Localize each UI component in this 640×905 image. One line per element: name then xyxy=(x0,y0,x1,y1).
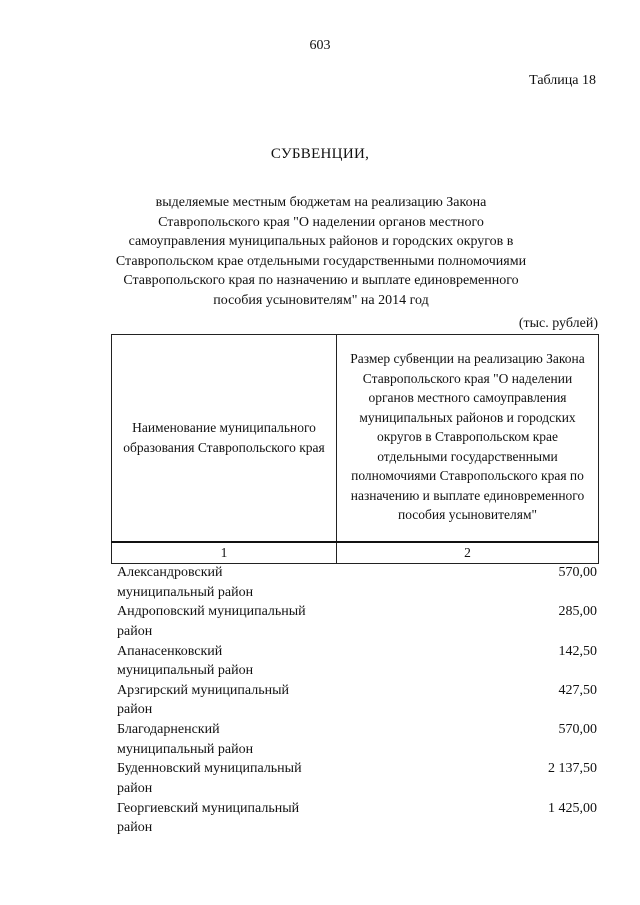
table-row xyxy=(117,642,597,681)
column-number-1: 1 xyxy=(112,542,337,564)
district-name: Арзгирский муниципальный район xyxy=(117,682,289,718)
table-label: Таблица 18 xyxy=(529,73,596,88)
table-row xyxy=(117,602,597,641)
district-name: Буденновский муниципальный район xyxy=(117,761,302,796)
subvention-amount: 1 425,00 xyxy=(548,800,597,816)
district-name: Андроповский муниципальный район xyxy=(117,604,306,639)
subvention-amount: 570,00 xyxy=(558,722,597,738)
column-header-amount: Размер субвенции на реализацию Закона Ставропольского края "О наделении органов местного самоуправления муниципальных районов и городских округов в Ставропольском крае отдельными государственными полномочиями Ставропольского края по назначению и выплате единовременного пособия усыновителям" xyxy=(337,335,599,542)
subvention-amount: 285,00 xyxy=(558,604,597,620)
document-title: СУБВЕНЦИИ, xyxy=(270,146,370,162)
district-name: Александровский муниципальный район xyxy=(117,565,254,600)
subvention-amount: 2 137,50 xyxy=(548,761,597,777)
table-body xyxy=(117,563,597,838)
column-header-name: Наименование муниципального образования Ставропольского края xyxy=(112,335,337,542)
table-row xyxy=(117,799,597,838)
table-row xyxy=(117,720,597,759)
subvention-amount: 427,50 xyxy=(558,682,597,698)
table-row xyxy=(117,563,597,602)
table-row xyxy=(117,759,597,798)
document-subtitle: выделяемые местным бюджетам на реализацию Закона Ставропольского края "О наделении органов местного самоуправления муниципальных районов и городских округов в Ставропольском крае отдельными государственными полномочиями Ставропольского края по назначению и выплате единовременного пособия усыновителям" на 2014 год xyxy=(115,195,527,308)
district-name: Апанасенковский муниципальный район xyxy=(117,643,254,679)
district-name: Благодарненский муниципальный район xyxy=(117,722,254,757)
table-header xyxy=(111,334,599,564)
subvention-amount: 570,00 xyxy=(558,565,597,580)
units-label: (тыс. рублей) xyxy=(518,316,598,331)
subvention-amount: 142,50 xyxy=(558,643,597,659)
page-number: 603 xyxy=(309,38,331,53)
column-number-2: 2 xyxy=(337,542,599,564)
table-row xyxy=(117,681,597,720)
district-name: Георгиевский муниципальный район xyxy=(117,800,300,836)
